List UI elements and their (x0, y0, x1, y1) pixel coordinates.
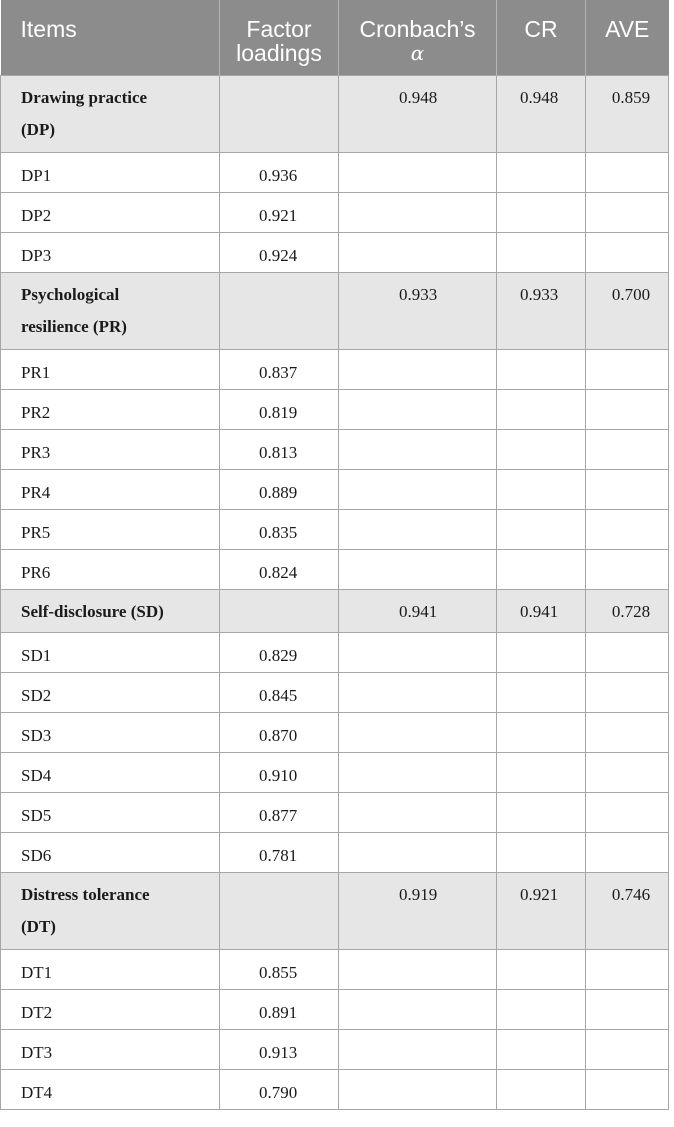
table-row (1, 752, 669, 792)
alpha-cell (339, 792, 497, 832)
cr-cell (497, 989, 586, 1029)
alpha-cell (339, 712, 497, 752)
group-cronbach-alpha: 0.919 (339, 872, 497, 949)
item-name: SD5 (1, 792, 220, 832)
ave-cell (586, 549, 669, 589)
cr-cell (497, 1069, 586, 1109)
item-name: SD6 (1, 832, 220, 872)
header-ave: AVE (586, 0, 669, 75)
item-name: DP2 (1, 192, 220, 232)
ave-cell (586, 1029, 669, 1069)
cr-cell (497, 949, 586, 989)
factor-loading: 0.829 (220, 632, 339, 672)
ave-cell (586, 152, 669, 192)
table-row (1, 1029, 669, 1069)
table-body (1, 75, 669, 1109)
factor-loading: 0.835 (220, 509, 339, 549)
factor-loading: 0.891 (220, 989, 339, 1029)
ave-cell (586, 192, 669, 232)
group-label: Psychological resilience (PR) (1, 272, 220, 349)
group-cronbach-alpha: 0.941 (339, 589, 497, 632)
table-row (1, 672, 669, 712)
ave-cell (586, 1069, 669, 1109)
cr-cell (497, 712, 586, 752)
alpha-cell (339, 632, 497, 672)
factor-loading: 0.889 (220, 469, 339, 509)
item-name: DT2 (1, 989, 220, 1029)
item-name: PR3 (1, 429, 220, 469)
group-label: Self-disclosure (SD) (1, 589, 220, 632)
factor-loading: 0.913 (220, 1029, 339, 1069)
group-ave: 0.700 (586, 272, 669, 349)
alpha-cell (339, 672, 497, 712)
item-name: SD3 (1, 712, 220, 752)
alpha-cell (339, 832, 497, 872)
item-name: SD4 (1, 752, 220, 792)
item-name: DP1 (1, 152, 220, 192)
item-name: DT1 (1, 949, 220, 989)
factor-loading: 0.870 (220, 712, 339, 752)
cr-cell (497, 469, 586, 509)
alpha-cell (339, 429, 497, 469)
ave-cell (586, 349, 669, 389)
ave-cell (586, 509, 669, 549)
alpha-cell (339, 152, 497, 192)
table-row (1, 712, 669, 752)
item-name: DP3 (1, 232, 220, 272)
header-factor-loadings: Factor loadings (220, 0, 339, 75)
item-name: SD2 (1, 672, 220, 712)
cr-cell (497, 632, 586, 672)
group-ave: 0.746 (586, 872, 669, 949)
table-row (1, 349, 669, 389)
table-row (1, 949, 669, 989)
factor-loading: 0.790 (220, 1069, 339, 1109)
cr-cell (497, 1029, 586, 1069)
item-name: PR6 (1, 549, 220, 589)
ave-cell (586, 469, 669, 509)
factor-loading: 0.855 (220, 949, 339, 989)
group-loading-cell (220, 872, 339, 949)
group-loading-cell (220, 75, 339, 152)
table-header (1, 0, 669, 75)
alpha-cell (339, 752, 497, 792)
ave-cell (586, 232, 669, 272)
factor-loading: 0.813 (220, 429, 339, 469)
group-cr: 0.941 (497, 589, 586, 632)
group-cronbach-alpha: 0.933 (339, 272, 497, 349)
ave-cell (586, 632, 669, 672)
group-cr: 0.921 (497, 872, 586, 949)
alpha-symbol: α (410, 41, 425, 65)
table-row (1, 429, 669, 469)
alpha-cell (339, 989, 497, 1029)
ave-cell (586, 792, 669, 832)
cr-cell (497, 792, 586, 832)
header-cronbach-alpha: Cronbach’s α (339, 0, 497, 75)
alpha-cell (339, 232, 497, 272)
group-cr: 0.948 (497, 75, 586, 152)
alpha-cell (339, 349, 497, 389)
factor-loading: 0.877 (220, 792, 339, 832)
cr-cell (497, 429, 586, 469)
group-label: Distress tolerance (DT) (1, 872, 220, 949)
ave-cell (586, 752, 669, 792)
ave-cell (586, 429, 669, 469)
group-label: Drawing practice (DP) (1, 75, 220, 152)
table-row (1, 832, 669, 872)
alpha-cell (339, 1069, 497, 1109)
factor-loading: 0.781 (220, 832, 339, 872)
table-row (1, 549, 669, 589)
ave-cell (586, 989, 669, 1029)
header-cr: CR (497, 0, 586, 75)
cr-cell (497, 672, 586, 712)
table-row (1, 469, 669, 509)
factor-loading: 0.837 (220, 349, 339, 389)
factor-loading: 0.824 (220, 549, 339, 589)
item-name: DT4 (1, 1069, 220, 1109)
table-row (1, 989, 669, 1029)
cr-cell (497, 152, 586, 192)
table-row (1, 389, 669, 429)
group-row (1, 589, 669, 632)
alpha-cell (339, 469, 497, 509)
item-name: PR4 (1, 469, 220, 509)
ave-cell (586, 389, 669, 429)
group-loading-cell (220, 589, 339, 632)
table-row (1, 1069, 669, 1109)
factor-loading: 0.921 (220, 192, 339, 232)
group-cr: 0.933 (497, 272, 586, 349)
cr-cell (497, 509, 586, 549)
ave-cell (586, 712, 669, 752)
item-name: DT3 (1, 1029, 220, 1069)
ave-cell (586, 832, 669, 872)
item-name: SD1 (1, 632, 220, 672)
factor-loading: 0.910 (220, 752, 339, 792)
cr-cell (497, 752, 586, 792)
ave-cell (586, 949, 669, 989)
group-ave: 0.859 (586, 75, 669, 152)
item-name: PR2 (1, 389, 220, 429)
table-row (1, 632, 669, 672)
group-row (1, 872, 669, 949)
table-row (1, 792, 669, 832)
group-loading-cell (220, 272, 339, 349)
alpha-cell (339, 509, 497, 549)
table-row (1, 509, 669, 549)
table-row (1, 192, 669, 232)
cr-cell (497, 832, 586, 872)
factor-loading: 0.845 (220, 672, 339, 712)
table-row (1, 232, 669, 272)
factor-loading: 0.924 (220, 232, 339, 272)
cr-cell (497, 549, 586, 589)
cr-cell (497, 349, 586, 389)
item-name: PR1 (1, 349, 220, 389)
item-name: PR5 (1, 509, 220, 549)
header-items: Items (1, 0, 220, 75)
factor-loading: 0.936 (220, 152, 339, 192)
group-row (1, 272, 669, 349)
cr-cell (497, 232, 586, 272)
table-row (1, 152, 669, 192)
group-cronbach-alpha: 0.948 (339, 75, 497, 152)
alpha-cell (339, 949, 497, 989)
cr-cell (497, 389, 586, 429)
cr-cell (497, 192, 586, 232)
alpha-cell (339, 192, 497, 232)
factor-loading: 0.819 (220, 389, 339, 429)
group-row (1, 75, 669, 152)
ave-cell (586, 672, 669, 712)
alpha-cell (339, 549, 497, 589)
alpha-cell (339, 389, 497, 429)
group-ave: 0.728 (586, 589, 669, 632)
alpha-cell (339, 1029, 497, 1069)
